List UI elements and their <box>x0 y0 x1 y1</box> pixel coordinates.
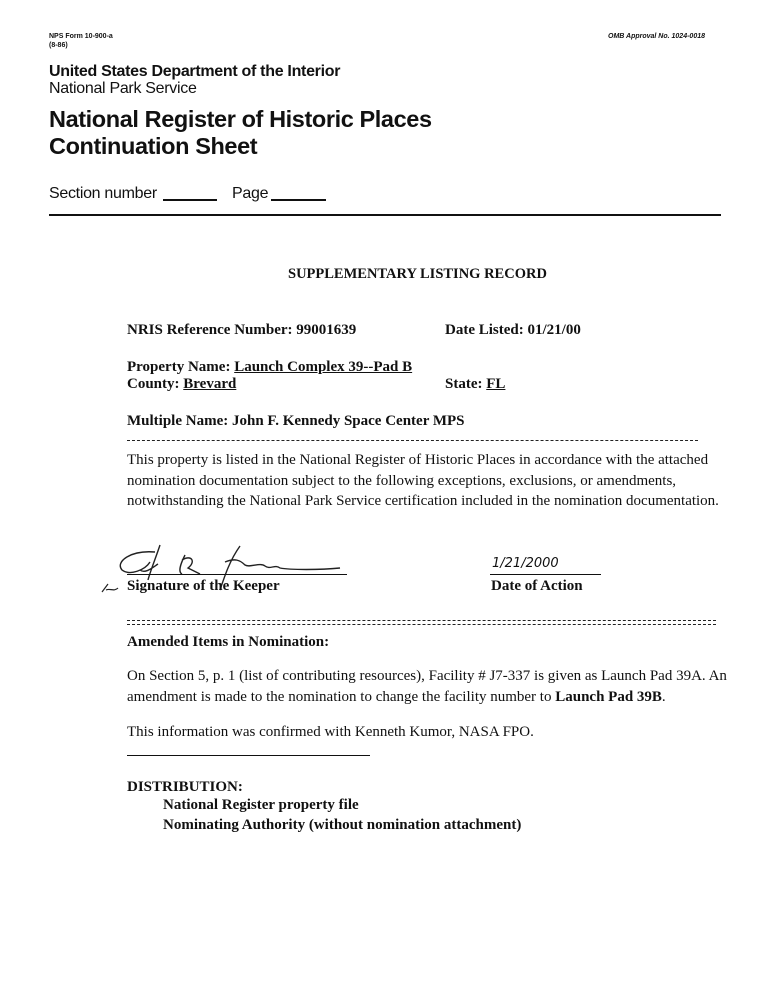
county-value: Brevard <box>183 376 237 392</box>
date-listed-value: 01/21/00 <box>527 322 581 338</box>
multiple-name <box>127 413 465 430</box>
amendment-body: On Section 5, p. 1 (list of contributing resources), Facility # J7-337 is given as Launch Pad 39A. An amendment is made to the nomination to change the facility number to <box>127 668 727 705</box>
date-line <box>490 574 601 575</box>
property-label: Property Name: <box>127 359 231 375</box>
page-blank <box>271 199 326 201</box>
form-number: NPS Form 10-900-a <box>49 33 113 40</box>
state <box>445 376 505 393</box>
nris-label: NRIS Reference Number: <box>127 322 293 338</box>
page-title: National Register of Historic Places <box>49 106 432 132</box>
amendment-end: . <box>661 688 666 705</box>
confirmation-text: This information was confirmed with Kenneth Kumor, NASA FPO. <box>127 724 534 740</box>
amendment-new-facility: Launch Pad 39B <box>555 688 662 705</box>
nris-value: 99001639 <box>296 322 357 338</box>
signature-line <box>127 574 347 575</box>
record-heading: SUPPLEMENTARY LISTING RECORD <box>288 266 547 282</box>
omb-approval: OMB Approval No. 1024-0018 <box>608 33 705 40</box>
distribution-heading: DISTRIBUTION: <box>127 779 243 795</box>
date-listed-label: Date Listed: <box>445 322 524 338</box>
page-label: Page <box>232 185 269 202</box>
amended-heading: Amended Items in Nomination: <box>127 634 330 650</box>
service-name: National Park Service <box>49 80 197 97</box>
nris-reference <box>127 322 356 339</box>
double-divider-bottom <box>127 624 716 625</box>
double-divider-top <box>127 620 716 621</box>
dashed-divider <box>127 440 698 441</box>
section-number-blank <box>163 199 217 201</box>
signature-label: Signature of the Keeper <box>127 578 280 594</box>
distribution-item: National Register property file <box>163 797 359 813</box>
county <box>127 376 236 393</box>
form-date: (8-86) <box>49 42 68 49</box>
section-number-label: Section number <box>49 185 157 202</box>
distribution-rule <box>127 755 370 756</box>
multiple-label: Multiple Name: <box>127 413 229 429</box>
distribution-item: Nominating Authority (without nomination attachment) <box>163 817 522 833</box>
date-of-action-label: Date of Action <box>491 578 583 594</box>
property-name <box>127 359 412 376</box>
date-listed <box>445 322 581 339</box>
multiple-value: John F. Kennedy Space Center MPS <box>231 413 465 429</box>
handwritten-date: 1/21/2000 <box>492 556 559 571</box>
state-label: State: <box>445 376 483 392</box>
listing-statement: This property is listed in the National Register of Historic Places in accordance with the attached nomination documentation subject to the following exceptions, exclusions, or amendments, notwithstanding the National Park Service certification included in the nomination documentation. <box>127 452 719 509</box>
page-subtitle: Continuation Sheet <box>49 133 258 159</box>
header-rule <box>49 214 721 216</box>
county-label: County: <box>127 376 180 392</box>
amendment-text <box>127 666 737 707</box>
department-name: United States Department of the Interior <box>49 63 341 80</box>
state-value: FL <box>486 376 506 392</box>
property-value: Launch Complex 39--Pad B <box>234 359 413 375</box>
